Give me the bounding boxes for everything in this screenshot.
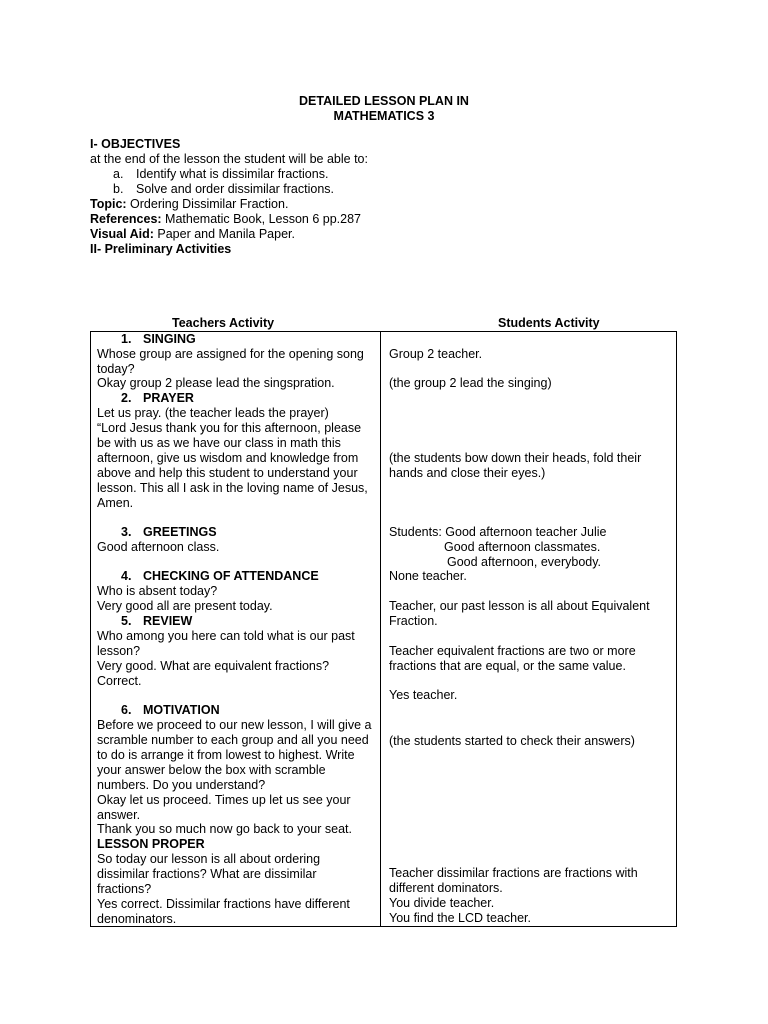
teacher-line: Very good. What are equivalent fractions? xyxy=(97,659,330,673)
teacher-line: Who is absent today? xyxy=(97,584,218,598)
student-line: Good afternoon, everybody. xyxy=(447,555,602,569)
student-line: None teacher. xyxy=(389,569,467,583)
visual-aid-value: Paper and Manila Paper. xyxy=(153,227,295,241)
references-value: Mathematic Book, Lesson 6 pp.287 xyxy=(161,212,362,226)
teacher-line: be with us as we have our class in math this xyxy=(97,436,341,450)
section-number: 2. xyxy=(121,391,132,405)
visual-aid-label: Visual Aid: xyxy=(90,227,154,241)
section-prayer xyxy=(121,391,194,406)
teacher-line: Okay let us proceed. Times up let us see your xyxy=(97,793,351,807)
teacher-line: your answer below the box with scramble xyxy=(97,763,326,777)
teachers-activity-header: Teachers Activity xyxy=(172,316,275,330)
student-line: (the group 2 lead the singing) xyxy=(389,376,552,390)
section-number: 1. xyxy=(121,332,132,346)
teacher-line: Thank you so much now go back to your seat. xyxy=(97,822,352,836)
teacher-line: Let us pray. (the teacher leads the prayer) xyxy=(97,406,329,420)
document-title-line1: DETAILED LESSON PLAN IN xyxy=(299,94,469,108)
student-line: (the students started to check their answers) xyxy=(389,734,635,748)
student-line: You divide teacher. xyxy=(389,896,495,910)
student-line: You find the LCD teacher. xyxy=(389,911,531,925)
teacher-line: Whose group are assigned for the opening song xyxy=(97,347,364,361)
teacher-line: Yes correct. Dissimilar fractions have different xyxy=(97,897,350,911)
teacher-line: to do is arrange it from lowest to highest. Write xyxy=(97,748,355,762)
references-line xyxy=(90,212,361,227)
section-attendance xyxy=(121,569,319,584)
teacher-line: Very good all are present today. xyxy=(97,599,273,613)
teacher-line: answer. xyxy=(97,808,141,822)
section-lesson-proper: LESSON PROPER xyxy=(97,837,205,851)
objective-text: Solve and order dissimilar fractions. xyxy=(136,182,334,196)
section-singing xyxy=(121,332,196,347)
section-title: MOTIVATION xyxy=(143,703,220,717)
section-title: PRAYER xyxy=(143,391,194,405)
objectives-intro: at the end of the lesson the student will be able to: xyxy=(90,152,368,166)
student-line: Fraction. xyxy=(389,614,438,628)
topic-line xyxy=(90,197,288,212)
document-title-line2: MATHEMATICS 3 xyxy=(333,109,435,123)
section-title: REVIEW xyxy=(143,614,193,628)
student-line: hands and close their eyes.) xyxy=(389,466,546,480)
teacher-line: scramble number to each group and all you need xyxy=(97,733,369,747)
teacher-line: So today our lesson is all about ordering xyxy=(97,852,321,866)
section-motivation xyxy=(121,703,220,718)
section-title: GREETINGS xyxy=(143,525,217,539)
section-number: 4. xyxy=(121,569,132,583)
section-number: 5. xyxy=(121,614,132,628)
section-title: SINGING xyxy=(143,332,196,346)
section-greetings xyxy=(121,525,217,540)
objective-text: Identify what is dissimilar fractions. xyxy=(136,167,329,181)
student-line: Teacher dissimilar fractions are fractions with xyxy=(389,866,638,880)
teacher-line: lesson? xyxy=(97,644,141,658)
topic-value: Ordering Dissimilar Fraction. xyxy=(126,197,289,211)
teacher-line: above and help this student to understand your xyxy=(97,466,358,480)
student-line: fractions that are equal, or the same value. xyxy=(389,659,626,673)
section-number: 6. xyxy=(121,703,132,717)
section-title: CHECKING OF ATTENDANCE xyxy=(143,569,319,583)
objective-marker: b. xyxy=(113,182,124,196)
teacher-line: Who among you here can told what is our past xyxy=(97,629,355,643)
teacher-line: Amen. xyxy=(97,496,134,510)
teacher-line: Good afternoon class. xyxy=(97,540,220,554)
teacher-line: denominators. xyxy=(97,912,177,926)
teacher-line: Correct. xyxy=(97,674,142,688)
objective-item-b xyxy=(113,182,334,197)
objective-marker: a. xyxy=(113,167,124,181)
table-column-divider xyxy=(380,331,381,927)
student-line: different dominators. xyxy=(389,881,503,895)
objectives-heading: I- OBJECTIVES xyxy=(90,137,181,151)
teacher-line: today? xyxy=(97,362,135,376)
student-line: Teacher, our past lesson is all about Equivalent xyxy=(389,599,650,613)
visual-aid-line xyxy=(90,227,295,242)
student-line: Group 2 teacher. xyxy=(389,347,483,361)
teacher-line: dissimilar fractions? What are dissimilar xyxy=(97,867,317,881)
teacher-line: Before we proceed to our new lesson, I will give a xyxy=(97,718,372,732)
teacher-line: afternoon, give us wisdom and knowledge from xyxy=(97,451,359,465)
teacher-line: Okay group 2 please lead the singspration. xyxy=(97,376,335,390)
section-number: 3. xyxy=(121,525,132,539)
teacher-line: lesson. This all I ask in the loving name of Jesus, xyxy=(97,481,368,495)
teacher-line: numbers. Do you understand? xyxy=(97,778,266,792)
section-review xyxy=(121,614,192,629)
students-activity-header: Students Activity xyxy=(498,316,600,330)
student-line: Good afternoon classmates. xyxy=(444,540,601,554)
student-line: Teacher equivalent fractions are two or more xyxy=(389,644,636,658)
student-line: Yes teacher. xyxy=(389,688,458,702)
preliminary-heading: II- Preliminary Activities xyxy=(90,242,232,256)
references-label: References: xyxy=(90,212,162,226)
teacher-line: “Lord Jesus thank you for this afternoon, please xyxy=(97,421,362,435)
topic-label: Topic: xyxy=(90,197,127,211)
student-line: (the students bow down their heads, fold their xyxy=(389,451,642,465)
objective-item-a xyxy=(113,167,328,182)
student-line: Students: Good afternoon teacher Julie xyxy=(389,525,607,539)
teacher-line: fractions? xyxy=(97,882,152,896)
